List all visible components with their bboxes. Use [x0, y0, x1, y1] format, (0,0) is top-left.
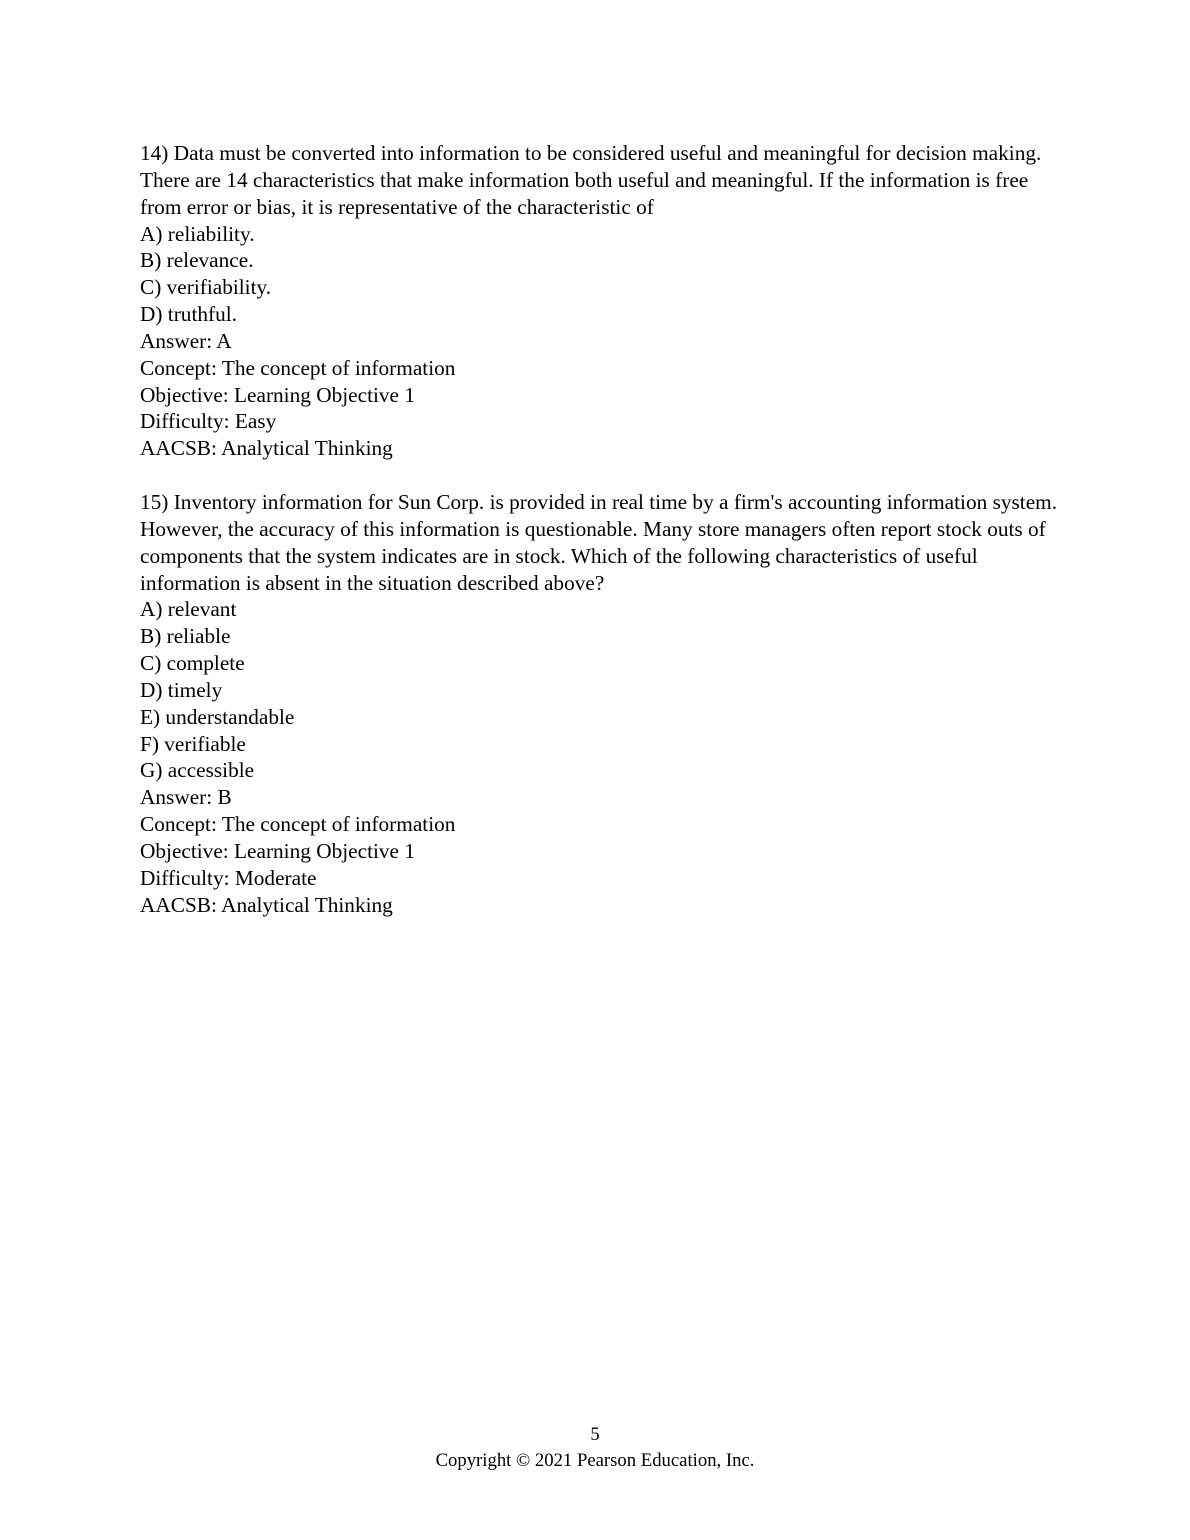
concept-line: Concept: The concept of information	[140, 355, 456, 380]
copyright-notice: Copyright © 2021 Pearson Education, Inc.	[435, 1450, 755, 1471]
difficulty-line: Difficulty: Moderate	[140, 865, 317, 890]
question-stem: 14) Data must be converted into information to be considered useful and meaningful for decision making. There are 14 characteristics that make information both useful and meaningful. If the information is free from error or bias, it is representative of the characteristic of	[140, 141, 1042, 219]
objective-line: Objective: Learning Objective 1	[140, 382, 415, 407]
option-b: B) relevance.	[140, 248, 254, 273]
aacsb-line: AACSB: Analytical Thinking	[140, 892, 393, 917]
question-14	[140, 140, 1060, 462]
option-d: D) truthful.	[140, 302, 238, 327]
option-d: D) timely	[140, 677, 223, 702]
answer-line: Answer: A	[140, 328, 232, 353]
question-stem: 15) Inventory information for Sun Corp. is provided in real time by a firm's accounting information system. However, the accuracy of this information is questionable. Many store managers often report stock outs of components that the system indicates are in stock. Which of the following characteristics of useful information is absent in the situation described above?	[140, 489, 1058, 595]
option-c: C) verifiability.	[140, 275, 272, 300]
option-c: C) complete	[140, 651, 245, 676]
difficulty-line: Difficulty: Easy	[140, 409, 277, 434]
concept-line: Concept: The concept of information	[140, 812, 456, 837]
question-15	[140, 489, 1060, 919]
aacsb-line: AACSB: Analytical Thinking	[140, 436, 393, 461]
answer-line: Answer: B	[140, 785, 232, 810]
question-spacer	[140, 462, 1060, 489]
page-content	[140, 140, 1060, 918]
option-f: F) verifiable	[140, 731, 246, 756]
option-b: B) reliable	[140, 624, 231, 649]
page-number: 5	[590, 1424, 600, 1445]
option-g: G) accessible	[140, 758, 255, 783]
option-a: A) relevant	[140, 597, 237, 622]
option-e: E) understandable	[140, 704, 295, 729]
objective-line: Objective: Learning Objective 1	[140, 838, 415, 863]
option-a: A) reliability.	[140, 221, 255, 246]
